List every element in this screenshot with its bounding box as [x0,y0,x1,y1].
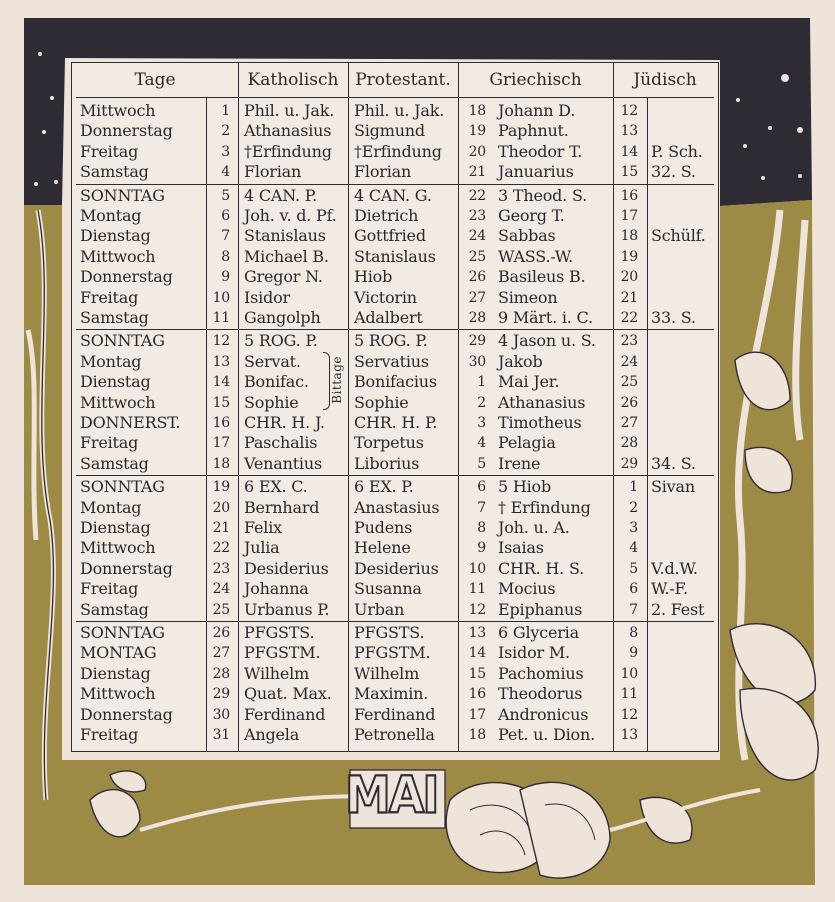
katholisch-saint: Angela [244,725,300,744]
jewish-note: 32. S. [651,162,696,182]
day-number: 29 [212,686,230,703]
greek-saint: 3 Theod. S. [498,185,588,205]
greek-saint: Paphnut. [498,121,569,141]
protestant-saint: Torpetus [354,433,424,453]
jewish-day-number: 22 [620,310,638,326]
greek-saint: Irene [498,453,541,473]
week-divider [76,475,714,476]
katholisch-saint: Phil. u. Jak. [244,101,335,120]
katholisch-saint: Florian [244,162,302,182]
jewish-day-number: 12 [620,103,638,119]
protestant-saint: Anastasius [354,497,440,517]
day-name: Mittwoch [80,246,156,266]
protestant-saint: Helene [354,538,411,558]
jewish-note: 2. Fest [651,599,705,619]
katholisch-saint: Wilhelm [244,663,310,683]
greek-saint: Joh. u. A. [498,518,570,537]
katholisch-saint: 4 CAN. P. [244,185,318,205]
katholisch-saint: Ferdinand [244,704,326,724]
jewish-note: V.d.W. [651,558,698,578]
greek-day-number: 19 [468,123,486,140]
day-number: 1 [221,103,230,119]
day-number: 22 [212,540,230,557]
day-name: Montag [80,206,142,225]
header-katholisch: Katholisch [247,70,339,90]
greek-day-number: 21 [468,164,486,181]
jewish-day-number: 26 [620,394,638,411]
greek-saint: Andronicus [498,704,589,724]
day-number: 19 [212,479,230,496]
greek-day-number: 4 [477,435,486,452]
greek-saint: WASS.-W. [498,246,574,266]
protestant-saint: Pudens [354,518,413,537]
day-name: Mittwoch [80,538,156,558]
day-name: Samstag [80,162,149,182]
day-number: 2 [221,123,230,140]
greek-saint: Johann D. [498,101,576,120]
protestant-saint: CHR. H. P. [354,413,438,432]
katholisch-saint: Servat. [244,351,301,371]
day-number: 30 [212,706,230,723]
day-name: Donnerstag [80,121,173,141]
jewish-note: P. Sch. [651,141,703,161]
day-number: 27 [212,645,230,662]
protestant-saint: Ferdinand [354,704,436,724]
jewish-day-number: 8 [629,625,638,641]
protestant-saint: Stanislaus [354,246,436,266]
week-divider [76,184,714,185]
day-number: 31 [212,727,230,743]
calendar-table [71,62,719,752]
katholisch-saint: Stanislaus [244,226,326,246]
jewish-day-number: 18 [620,228,638,245]
day-name: MONTAG [80,643,157,663]
katholisch-saint: Paschalis [244,433,318,453]
day-number: 21 [212,520,230,536]
greek-saint: Mai Jer. [498,372,560,392]
bittage-label: Bittage [330,356,344,404]
protestant-saint: Phil. u. Jak. [354,101,445,120]
day-name: Samstag [80,599,149,619]
jewish-note: 33. S. [651,308,696,327]
protestant-saint: Sigmund [354,121,425,141]
protestant-saint: PFGSTS. [354,623,425,642]
bittage-bracket [323,352,330,410]
day-name: Donnerstag [80,704,173,724]
protestant-saint: Dietrich [354,206,419,225]
day-name: Mittwoch [80,392,156,412]
day-number: 10 [212,289,230,306]
jewish-day-number: 5 [629,560,638,577]
greek-saint: Pachomius [498,663,584,683]
day-name: Dienstag [80,372,151,392]
greek-saint: Athanasius [498,392,586,412]
katholisch-saint: 5 ROG. P. [244,331,318,351]
greek-day-number: 16 [468,686,486,703]
greek-saint: Mocius [498,579,556,599]
day-name: Donnerstag [80,558,173,578]
jewish-day-number: 25 [620,374,638,391]
protestant-saint: Sophie [354,392,409,412]
day-name: Mittwoch [80,684,156,704]
greek-day-number: 8 [477,520,486,536]
day-name: Freitag [80,725,139,744]
protestant-saint: Wilhelm [354,663,420,683]
katholisch-saint: Isidor [244,287,290,307]
day-name: Freitag [80,287,139,307]
greek-day-number: 13 [468,625,486,641]
greek-day-number: 6 [477,479,486,496]
protestant-saint: PFGSTM. [354,643,431,663]
greek-saint: 4 Jason u. S. [498,331,596,351]
katholisch-saint: Gregor N. [244,267,323,287]
protestant-saint: 4 CAN. G. [354,185,432,205]
month-title: MAI [345,765,438,825]
greek-day-number: 9 [477,540,486,557]
day-number: 20 [212,499,230,516]
katholisch-saint: Gangolph [244,308,321,327]
katholisch-saint: †Erfindung [244,141,332,161]
day-name: Samstag [80,308,149,327]
greek-day-number: 5 [477,455,486,472]
greek-day-number: 24 [468,228,486,245]
day-number: 18 [212,455,230,472]
day-name: Dienstag [80,663,151,683]
greek-day-number: 30 [468,353,486,370]
greek-day-number: 20 [468,143,486,160]
jewish-note: 34. S. [651,453,696,473]
katholisch-saint: Quat. Max. [244,684,332,704]
header-rule [76,97,714,98]
week-divider [76,329,714,330]
jewish-day-number: 17 [620,208,638,224]
jewish-day-number: 27 [620,415,638,431]
jewish-day-number: 13 [620,123,638,140]
greek-day-number: 3 [477,415,486,431]
greek-saint: Basileus B. [498,267,586,287]
jewish-day-number: 13 [620,727,638,743]
greek-day-number: 15 [468,665,486,682]
katholisch-saint: Desiderius [244,558,329,578]
column-divider [348,63,349,751]
greek-saint: Theodorus [498,684,583,704]
day-number: 12 [212,333,230,350]
jewish-day-number: 21 [620,289,638,306]
header-tage: Tage [134,70,176,90]
protestant-saint: Liborius [354,453,420,473]
day-number: 6 [221,208,230,224]
katholisch-saint: Bernhard [244,497,320,517]
day-name: Freitag [80,141,139,161]
protestant-saint: Victorin [354,287,417,307]
katholisch-saint: Johanna [244,579,309,599]
jewish-day-number: 24 [620,353,638,370]
jewish-day-number: 4 [629,540,638,557]
katholisch-saint: CHR. H. J. [244,413,325,432]
greek-day-number: 10 [468,560,486,577]
greek-day-number: 17 [468,706,486,723]
header-griechisch: Griechisch [489,70,582,90]
day-name: Samstag [80,453,149,473]
protestant-saint: Urban [354,599,405,619]
day-name: Freitag [80,433,139,453]
greek-day-number: 11 [468,581,486,598]
day-name: SONNTAG [80,623,165,642]
protestant-saint: †Erfindung [354,141,442,161]
day-number: 13 [212,353,230,370]
greek-saint: Georg T. [498,206,565,225]
jewish-note: Sivan [651,477,695,497]
jewish-day-number: 3 [629,520,638,536]
greek-saint: Sabbas [498,226,556,246]
jewish-day-number: 6 [629,581,638,598]
day-name: SONNTAG [80,331,165,351]
greek-saint: Jakob [498,351,543,371]
day-number: 11 [212,310,230,326]
jewish-day-number: 23 [620,333,638,350]
day-name: Donnerstag [80,267,173,287]
katholisch-saint: Bonifac. [244,372,309,392]
day-number: 9 [221,269,230,286]
day-name: Dienstag [80,518,151,537]
greek-saint: Pelagia [498,433,556,453]
jewish-day-number: 10 [620,665,638,682]
day-number: 28 [212,665,230,682]
column-divider [647,97,648,751]
jewish-day-number: 1 [629,479,638,496]
greek-saint: Simeon [498,287,558,307]
greek-saint: Pet. u. Dion. [498,725,595,744]
greek-day-number: 25 [468,248,486,265]
greek-day-number: 1 [477,374,486,391]
katholisch-saint: Joh. v. d. Pf. [244,206,337,225]
day-name: Dienstag [80,226,151,246]
greek-day-number: 22 [468,187,486,204]
katholisch-saint: PFGSTM. [244,643,321,663]
greek-saint: † Erfindung [498,497,591,517]
jewish-note: Schülf. [651,226,706,246]
day-number: 24 [212,581,230,598]
header-juedisch: Jüdisch [633,70,697,90]
protestant-saint: 6 EX. P. [354,477,414,497]
jewish-day-number: 29 [620,455,638,472]
jewish-day-number: 11 [620,686,638,703]
day-number: 7 [221,228,230,245]
greek-day-number: 2 [477,394,486,411]
day-number: 4 [221,164,230,181]
day-number: 17 [212,435,230,452]
greek-saint: CHR. H. S. [498,558,585,578]
day-name: DONNERST. [80,413,181,432]
jewish-day-number: 12 [620,706,638,723]
greek-day-number: 18 [468,727,486,743]
protestant-saint: Gottfried [354,226,426,246]
day-name: Montag [80,351,142,371]
protestant-saint: Petronella [354,725,435,744]
katholisch-saint: Urbanus P. [244,599,330,619]
greek-day-number: 12 [468,601,486,618]
day-name: Mittwoch [80,101,156,120]
greek-saint: 5 Hiob [498,477,552,497]
header-protestant: Protestant. [355,70,451,90]
greek-saint: Epiphanus [498,599,583,619]
greek-day-number: 18 [468,103,486,119]
protestant-saint: Bonifacius [354,372,437,392]
day-name: SONNTAG [80,185,165,205]
day-name: Montag [80,497,142,517]
week-divider [76,621,714,622]
greek-day-number: 26 [468,269,486,286]
greek-saint: 9 Märt. i. C. [498,308,593,327]
greek-day-number: 29 [468,333,486,350]
greek-day-number: 14 [468,645,486,662]
jewish-note: W.-F. [651,579,688,599]
jewish-day-number: 19 [620,248,638,265]
protestant-saint: Hiob [354,267,393,287]
katholisch-saint: Michael B. [244,246,329,266]
katholisch-saint: 6 EX. C. [244,477,308,497]
protestant-saint: Maximin. [354,684,429,704]
day-number: 16 [212,415,230,431]
katholisch-saint: Venantius [244,453,322,473]
katholisch-saint: Julia [244,538,280,558]
day-number: 5 [221,187,230,204]
katholisch-saint: Felix [244,518,282,537]
protestant-saint: Desiderius [354,558,439,578]
jewish-day-number: 16 [620,187,638,204]
protestant-saint: Adalbert [354,308,423,327]
day-number: 3 [221,143,230,160]
katholisch-saint: PFGSTS. [244,623,315,642]
jewish-day-number: 2 [629,499,638,516]
protestant-saint: 5 ROG. P. [354,331,428,351]
day-name: Freitag [80,579,139,599]
greek-saint: 6 Glyceria [498,623,579,642]
greek-day-number: 7 [477,499,486,516]
jewish-day-number: 7 [629,601,638,618]
greek-saint: Isaias [498,538,544,558]
jewish-day-number: 20 [620,269,638,286]
jewish-day-number: 9 [629,645,638,662]
column-divider [238,63,239,751]
greek-day-number: 27 [468,289,486,306]
day-number: 14 [212,374,230,391]
day-number: 23 [212,560,230,577]
jewish-day-number: 14 [620,143,638,160]
jewish-day-number: 28 [620,435,638,452]
protestant-saint: Servatius [354,351,429,371]
day-name: SONNTAG [80,477,165,497]
katholisch-saint: Sophie [244,392,299,412]
greek-saint: Januarius [498,162,574,182]
jewish-day-number: 15 [620,164,638,181]
protestant-saint: Florian [354,162,412,182]
greek-saint: Timotheus [498,413,582,432]
katholisch-saint: Athanasius [244,121,332,141]
day-number: 25 [212,601,230,618]
protestant-saint: Susanna [354,579,422,599]
greek-saint: Theodor T. [498,141,583,161]
greek-saint: Isidor M. [498,643,570,663]
greek-day-number: 28 [468,310,486,326]
day-number: 15 [212,394,230,411]
day-number: 8 [221,248,230,265]
greek-day-number: 23 [468,208,486,224]
day-number: 26 [212,625,230,641]
